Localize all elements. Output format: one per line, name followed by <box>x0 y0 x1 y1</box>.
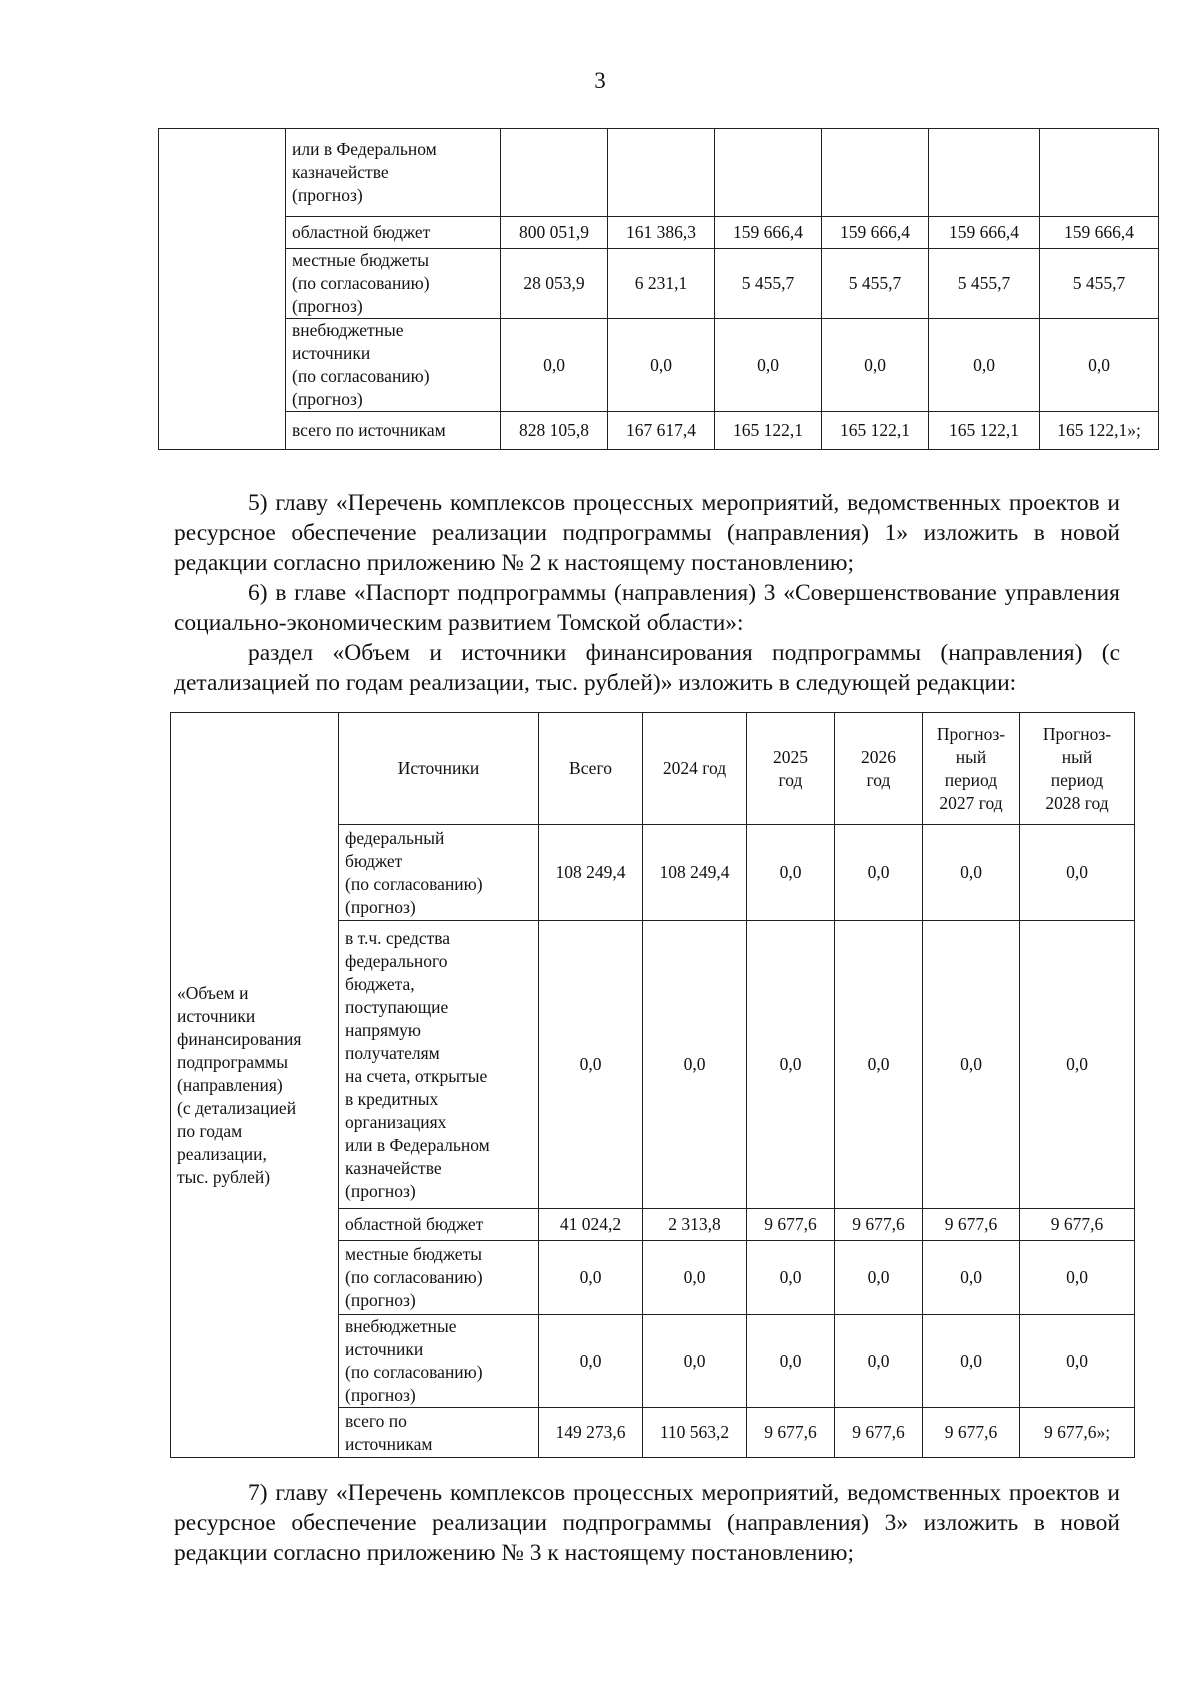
column-header: 2024 год <box>643 713 747 825</box>
value-cell: 108 249,4 <box>539 825 643 921</box>
source-label: или в Федеральном казначействе (прогноз) <box>286 129 501 217</box>
value-cell: 0,0 <box>835 825 923 921</box>
value-cell: 9 677,6»; <box>1020 1408 1135 1458</box>
side-label: «Объем и источники финансирования подпрограммы (направления) (с детализацией по годам реализации, тыс. рублей) <box>171 713 339 1458</box>
value-cell: 9 677,6 <box>747 1408 835 1458</box>
source-label: областной бюджет <box>339 1209 539 1241</box>
value-cell: 165 122,1 <box>929 412 1040 450</box>
source-label: внебюджетные источники (по согласованию) (прогноз) <box>339 1315 539 1408</box>
value-cell: 0,0 <box>715 319 822 412</box>
source-label: местные бюджеты (по согласованию) (прогноз) <box>339 1241 539 1315</box>
column-header: 2025 год <box>747 713 835 825</box>
value-cell: 0,0 <box>835 921 923 1209</box>
value-cell: 0,0 <box>923 1315 1020 1408</box>
value-cell: 0,0 <box>747 1315 835 1408</box>
value-cell <box>822 129 929 217</box>
value-cell: 9 677,6 <box>923 1408 1020 1458</box>
value-cell: 165 122,1»; <box>1040 412 1159 450</box>
value-cell: 159 666,4 <box>822 217 929 249</box>
value-cell: 800 051,9 <box>501 217 608 249</box>
source-label: всего по источникам <box>286 412 501 450</box>
value-cell: 167 617,4 <box>608 412 715 450</box>
paragraph-6-section: раздел «Объем и источники финансирования подпрограммы (направления) (с детализацией по годам реализации, тыс. рублей)» изложить в следующей редакции: <box>174 640 1120 696</box>
value-cell: 828 105,8 <box>501 412 608 450</box>
value-cell: 41 024,2 <box>539 1209 643 1241</box>
value-cell: 9 677,6 <box>1020 1209 1135 1241</box>
value-cell: 0,0 <box>835 1241 923 1315</box>
value-cell: 0,0 <box>643 921 747 1209</box>
value-cell <box>715 129 822 217</box>
value-cell <box>929 129 1040 217</box>
source-label: областной бюджет <box>286 217 501 249</box>
value-cell: 0,0 <box>1040 319 1159 412</box>
value-cell <box>1040 129 1159 217</box>
value-cell: 0,0 <box>1020 921 1135 1209</box>
value-cell: 0,0 <box>1020 825 1135 921</box>
value-cell: 9 677,6 <box>835 1408 923 1458</box>
value-cell: 0,0 <box>923 1241 1020 1315</box>
source-label: местные бюджеты (по согласованию) (прогноз) <box>286 249 501 319</box>
value-cell: 0,0 <box>929 319 1040 412</box>
value-cell: 5 455,7 <box>715 249 822 319</box>
value-cell: 149 273,6 <box>539 1408 643 1458</box>
paragraph-5: 5) главу «Перечень комплексов процессных мероприятий, ведомственных проектов и ресурсное обеспечение реализации подпрограммы (направления) 1» изложить в новой редакции согласно приложению № 2 к настоящему постановлению; <box>174 490 1120 576</box>
table-row <box>159 217 1159 249</box>
paragraph-6: 6) в главе «Паспорт подпрограммы (направления) 3 «Совершенствование управления социально-экономическим развитием Томской области»: <box>174 580 1120 636</box>
value-cell: 6 231,1 <box>608 249 715 319</box>
value-cell: 159 666,4 <box>929 217 1040 249</box>
side-label-cell <box>159 129 286 450</box>
value-cell: 0,0 <box>1020 1315 1135 1408</box>
column-header: Прогноз- ный период 2027 год <box>923 713 1020 825</box>
page-number: 3 <box>594 68 606 93</box>
source-label: в т.ч. средства федерального бюджета, поступающие напрямую получателям на счета, открытые в кредитных организациях или в Федеральном казначействе (прогноз) <box>339 921 539 1209</box>
table-row <box>159 249 1159 319</box>
value-cell: 165 122,1 <box>822 412 929 450</box>
value-cell: 0,0 <box>923 921 1020 1209</box>
table-row <box>159 412 1159 450</box>
value-cell: 0,0 <box>643 1241 747 1315</box>
value-cell: 0,0 <box>747 921 835 1209</box>
value-cell <box>608 129 715 217</box>
value-cell: 159 666,4 <box>1040 217 1159 249</box>
table-row <box>159 129 1159 217</box>
funding-table-subprogram-3 <box>170 712 1135 1458</box>
value-cell: 165 122,1 <box>715 412 822 450</box>
value-cell: 0,0 <box>539 921 643 1209</box>
value-cell: 5 455,7 <box>1040 249 1159 319</box>
value-cell: 2 313,8 <box>643 1209 747 1241</box>
paragraph-block-2 <box>174 1478 1120 1568</box>
value-cell: 161 386,3 <box>608 217 715 249</box>
funding-table-continued <box>158 128 1159 450</box>
value-cell: 28 053,9 <box>501 249 608 319</box>
value-cell: 9 677,6 <box>835 1209 923 1241</box>
source-label: внебюджетные источники (по согласованию) (прогноз) <box>286 319 501 412</box>
value-cell: 0,0 <box>747 1241 835 1315</box>
value-cell: 0,0 <box>1020 1241 1135 1315</box>
paragraph-block-1 <box>174 488 1120 698</box>
column-header: Источники <box>339 713 539 825</box>
column-header: Всего <box>539 713 643 825</box>
value-cell: 9 677,6 <box>747 1209 835 1241</box>
paragraph-7: 7) главу «Перечень комплексов процессных мероприятий, ведомственных проектов и ресурсное обеспечение реализации подпрограммы (направления) 3» изложить в новой редакции согласно приложению № 3 к настоящему постановлению; <box>174 1480 1120 1566</box>
value-cell <box>501 129 608 217</box>
value-cell: 110 563,2 <box>643 1408 747 1458</box>
table-row <box>159 319 1159 412</box>
source-label: всего по источникам <box>339 1408 539 1458</box>
value-cell: 0,0 <box>539 1315 643 1408</box>
value-cell: 0,0 <box>747 825 835 921</box>
value-cell: 9 677,6 <box>923 1209 1020 1241</box>
value-cell: 108 249,4 <box>643 825 747 921</box>
value-cell: 0,0 <box>501 319 608 412</box>
value-cell: 0,0 <box>608 319 715 412</box>
value-cell: 5 455,7 <box>822 249 929 319</box>
value-cell: 0,0 <box>835 1315 923 1408</box>
value-cell: 0,0 <box>643 1315 747 1408</box>
value-cell: 159 666,4 <box>715 217 822 249</box>
source-label: федеральный бюджет (по согласованию) (прогноз) <box>339 825 539 921</box>
value-cell: 5 455,7 <box>929 249 1040 319</box>
table-header-row <box>171 713 1135 825</box>
column-header: 2026 год <box>835 713 923 825</box>
column-header: Прогноз- ный период 2028 год <box>1020 713 1135 825</box>
value-cell: 0,0 <box>539 1241 643 1315</box>
value-cell: 0,0 <box>923 825 1020 921</box>
value-cell: 0,0 <box>822 319 929 412</box>
